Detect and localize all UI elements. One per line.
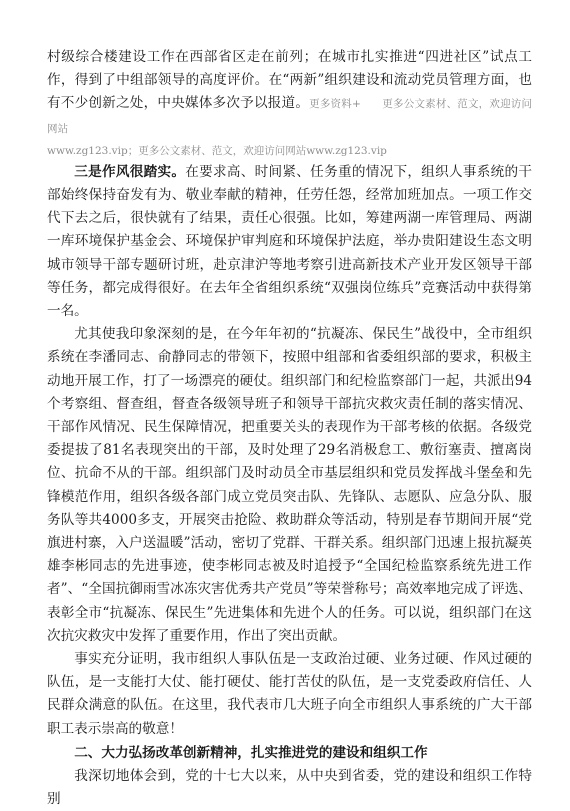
paragraph-text: 村级综合楼建设工作在西部省区走在前列；在城市扎实推进“四进社区”试点工作，得到了中组部领导的高度评价。在“两新”组织建设和流动党员管理方面，也有不少创新之处，中央媒体多次予以报道。 (47, 49, 532, 112)
watermark-text: 更多公文素材、范文，欢迎访问网站 (47, 98, 532, 135)
watermark-text: 更多资料+ (309, 98, 361, 111)
paragraph-work-style (47, 161, 532, 323)
paragraph-achievements (47, 46, 532, 141)
paragraph-conclusion: 事实充分证明，我市组织人事队伍是一支政治过硬、业务过硬、作风过硬的队伍，是一支能打大仗、能打硬仗、能打苦仗的队伍，是一支党委政府信任、人民群众满意的队伍。在这里，我代表市几大班子向全市组织人事系统的广大干部职工表示崇高的敬意！ (47, 651, 532, 737)
paragraph-next-section: 我深切地体会到，党的十七大以来，从中央到省委，党的建设和组织工作特别 (47, 767, 532, 808)
section-heading: 二、大力弘扬改革创新精神，扎实推进党的建设和组织工作 (74, 744, 428, 761)
paragraph-disaster-relief: 尤其使我印象深刻的是，在今年年初的“抗凝冻、保民生”战役中，全市组织系统在李潘同志、俞静同志的带领下，按照中组部和省委组织部的要求，积极主动地开展工作，打了一场漂亮的硬仗。组织部门和纪检监察部门一起，共派出94个考察组、督查组，督查各级领导班子和领导干部抗灾救灾责任制的落实情况、干部作风情况、民生保障情况，把重要关头的表现作为干部考核的依据。各级党委提拔了81名表现突出的干部，及时处理了29名消极怠工、敷衍塞责、擅离岗位、抗命不从的干部。组织部门及时动员全市基层组织和党员发挥战斗堡垒和先锋模范作用，组织各级各部门成立党员突击队、先锋队、志愿队、应急分队、服务队等共4000多支，开展突击抢险、救助群众等活动，特别是春节期间开展“党旗进村寨，入户送温暖”活动，密切了党群、干群关系。组织部门迅速上报抗凝英雄李彬同志的先进事迹，使李彬同志被及时追授予“全国纪检监察系统先进工作者”、“全国抗御雨雪冰冻灾害优秀共产党员”等荣誉称号；高效率地完成了评选、表彰全市“抗凝冻、保民生”先进集体和先进个人的任务。可以说，组织部门在这次抗灾救灾中发挥了重要作用，作出了突出贡献。 (47, 326, 532, 644)
watermark-line: www.zg123.vip；更多公文素材、范文，欢迎访问网站www.zg123.vip (47, 144, 387, 157)
paragraph-text: 在要求高、时间紧、任务重的情况下，组织人事系统的干部始终保持奋发有为、敬业奉献的精神，任劳任怨，经常加班加点。一项工作交代下去之后，很快就有了结果，责任心很强。比如，筹建两湖一库管理局、两湖一库环境保护基金会、环境保护审判庭和环境保护法庭，举办贵阳建设生态文明城市领导干部专题研讨班，赴京津沪等地考察引进高新技术产业开发区领导干部等任务，都完成得很好。在去年全省组织系统“双强岗位练兵”竞赛活动中获得第一名。 (47, 163, 533, 320)
paragraph-lead: 三是作风很踏实。 (74, 163, 186, 180)
